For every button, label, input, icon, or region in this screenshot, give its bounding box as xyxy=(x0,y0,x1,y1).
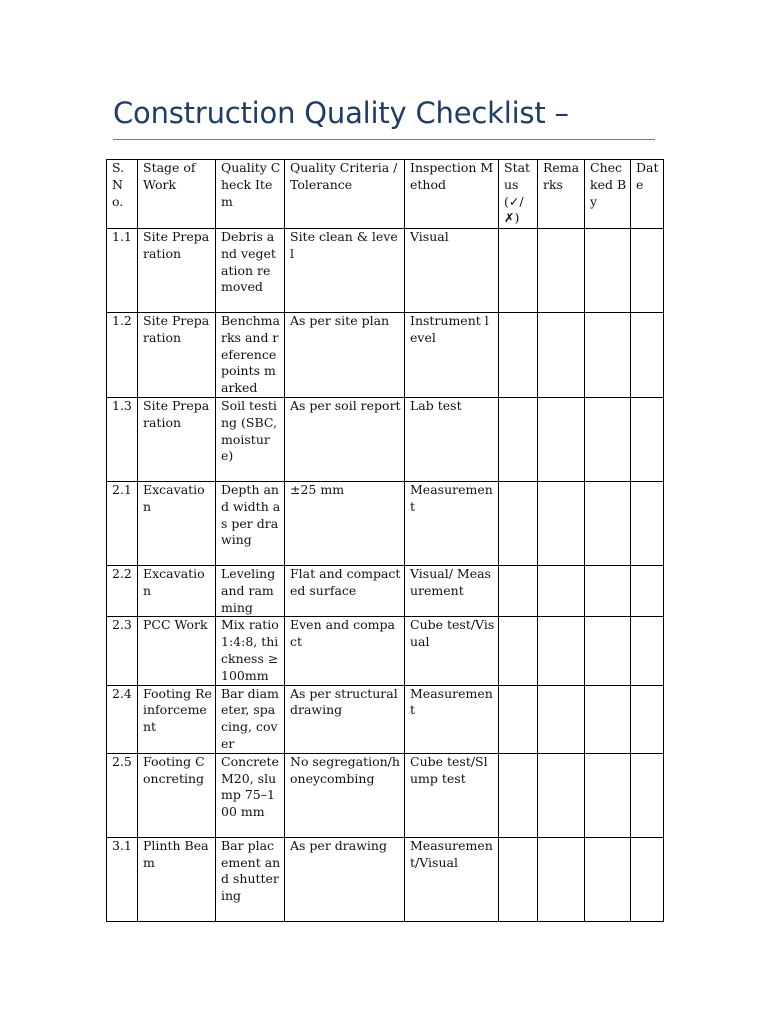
cell-stage: Excavation xyxy=(138,565,216,616)
table-row xyxy=(107,229,664,313)
cell-method: Instrument level xyxy=(405,313,499,398)
cell-status[interactable] xyxy=(499,313,538,398)
cell-remarks[interactable] xyxy=(538,313,585,398)
cell-stage: Excavation xyxy=(138,481,216,565)
cell-status[interactable] xyxy=(499,229,538,313)
cell-date[interactable] xyxy=(631,617,664,685)
cell-remarks[interactable] xyxy=(538,229,585,313)
cell-date[interactable] xyxy=(631,229,664,313)
cell-method: Measurement xyxy=(405,481,499,565)
cell-criteria: As per drawing xyxy=(285,837,405,921)
cell-status[interactable] xyxy=(499,481,538,565)
cell-checked-by[interactable] xyxy=(585,397,631,481)
cell-date[interactable] xyxy=(631,753,664,837)
header-remarks: Rema​rks xyxy=(538,160,585,229)
document-title: Construction Quality Checklist – xyxy=(113,96,569,130)
table-row xyxy=(107,397,664,481)
cell-sno: 2.3 xyxy=(107,617,138,685)
cell-criteria: As per structural drawing xyxy=(285,685,405,753)
cell-item: Soil testing (SBC, moisture) xyxy=(216,397,285,481)
cell-remarks[interactable] xyxy=(538,481,585,565)
cell-stage: PCC Work xyxy=(138,617,216,685)
table-row xyxy=(107,837,664,921)
header-checked-by: Chec​ked By xyxy=(585,160,631,229)
cell-item: Mix ratio 1:4:8, thickness ≥100mm xyxy=(216,617,285,685)
cell-stage: Site Preparation xyxy=(138,313,216,398)
cell-status[interactable] xyxy=(499,397,538,481)
cell-date[interactable] xyxy=(631,397,664,481)
cell-stage: Site Preparation xyxy=(138,229,216,313)
cell-method: Measurement xyxy=(405,685,499,753)
cell-checked-by[interactable] xyxy=(585,753,631,837)
cell-method: Visual/ Measurement xyxy=(405,565,499,616)
cell-remarks[interactable] xyxy=(538,753,585,837)
header-date: Da​te xyxy=(631,160,664,229)
header-stage: Stage of Work xyxy=(138,160,216,229)
cell-item: Benchmarks and reference points marked xyxy=(216,313,285,398)
cell-checked-by[interactable] xyxy=(585,837,631,921)
cell-method: Cube test/Visual xyxy=(405,617,499,685)
table-row xyxy=(107,685,664,753)
cell-criteria: Even and compact xyxy=(285,617,405,685)
quality-checklist-table xyxy=(106,159,664,922)
cell-stage: Plinth Beam xyxy=(138,837,216,921)
cell-status[interactable] xyxy=(499,753,538,837)
cell-date[interactable] xyxy=(631,685,664,753)
cell-date[interactable] xyxy=(631,565,664,616)
cell-criteria: Flat and compacted surface xyxy=(285,565,405,616)
cell-item: Debris and vegetation removed xyxy=(216,229,285,313)
cell-status[interactable] xyxy=(499,685,538,753)
cell-checked-by[interactable] xyxy=(585,229,631,313)
cell-status[interactable] xyxy=(499,565,538,616)
cell-stage: Footing Reinforcement xyxy=(138,685,216,753)
cell-sno: 1.3 xyxy=(107,397,138,481)
cell-remarks[interactable] xyxy=(538,565,585,616)
cell-sno: 2.1 xyxy=(107,481,138,565)
cell-item: Bar diameter, spacing, cover xyxy=(216,685,285,753)
cell-criteria: No segregation/honeycombing xyxy=(285,753,405,837)
cell-method: Visual xyxy=(405,229,499,313)
table-row xyxy=(107,617,664,685)
header-sno: S.​N​o. xyxy=(107,160,138,229)
cell-sno: 3.1 xyxy=(107,837,138,921)
cell-method: Measurement/Visual xyxy=(405,837,499,921)
cell-criteria: ±25 mm xyxy=(285,481,405,565)
cell-criteria: As per site plan xyxy=(285,313,405,398)
cell-item: Depth and width as per drawing xyxy=(216,481,285,565)
cell-sno: 1.2 xyxy=(107,313,138,398)
cell-criteria: As per soil report xyxy=(285,397,405,481)
cell-remarks[interactable] xyxy=(538,837,585,921)
cell-sno: 2.4 xyxy=(107,685,138,753)
cell-checked-by[interactable] xyxy=(585,481,631,565)
header-status: Stat​us (✓/✗) xyxy=(499,160,538,229)
cell-item: Concrete M20, slump 75–100 mm xyxy=(216,753,285,837)
cell-method: Cube test/Slump test xyxy=(405,753,499,837)
cell-stage: Site Preparation xyxy=(138,397,216,481)
header-method: Inspection Method xyxy=(405,160,499,229)
cell-checked-by[interactable] xyxy=(585,685,631,753)
header-row xyxy=(107,160,664,229)
cell-checked-by[interactable] xyxy=(585,313,631,398)
cell-stage: Footing Concreting xyxy=(138,753,216,837)
table-row xyxy=(107,753,664,837)
cell-item: Bar placement and shuttering xyxy=(216,837,285,921)
cell-sno: 2.2 xyxy=(107,565,138,616)
header-item: Quality Check Item xyxy=(216,160,285,229)
cell-sno: 2.5 xyxy=(107,753,138,837)
cell-date[interactable] xyxy=(631,837,664,921)
table-row xyxy=(107,565,664,616)
title-underline xyxy=(113,139,655,140)
cell-method: Lab test xyxy=(405,397,499,481)
cell-remarks[interactable] xyxy=(538,617,585,685)
cell-status[interactable] xyxy=(499,617,538,685)
cell-date[interactable] xyxy=(631,481,664,565)
cell-date[interactable] xyxy=(631,313,664,398)
cell-sno: 1.1 xyxy=(107,229,138,313)
cell-remarks[interactable] xyxy=(538,685,585,753)
cell-remarks[interactable] xyxy=(538,397,585,481)
table-row xyxy=(107,481,664,565)
cell-checked-by[interactable] xyxy=(585,565,631,616)
cell-item: Leveling and ramming xyxy=(216,565,285,616)
header-criteria: Quality Criteria / Tolerance xyxy=(285,160,405,229)
cell-criteria: Site clean & level xyxy=(285,229,405,313)
cell-checked-by[interactable] xyxy=(585,617,631,685)
table-row xyxy=(107,313,664,398)
cell-status[interactable] xyxy=(499,837,538,921)
